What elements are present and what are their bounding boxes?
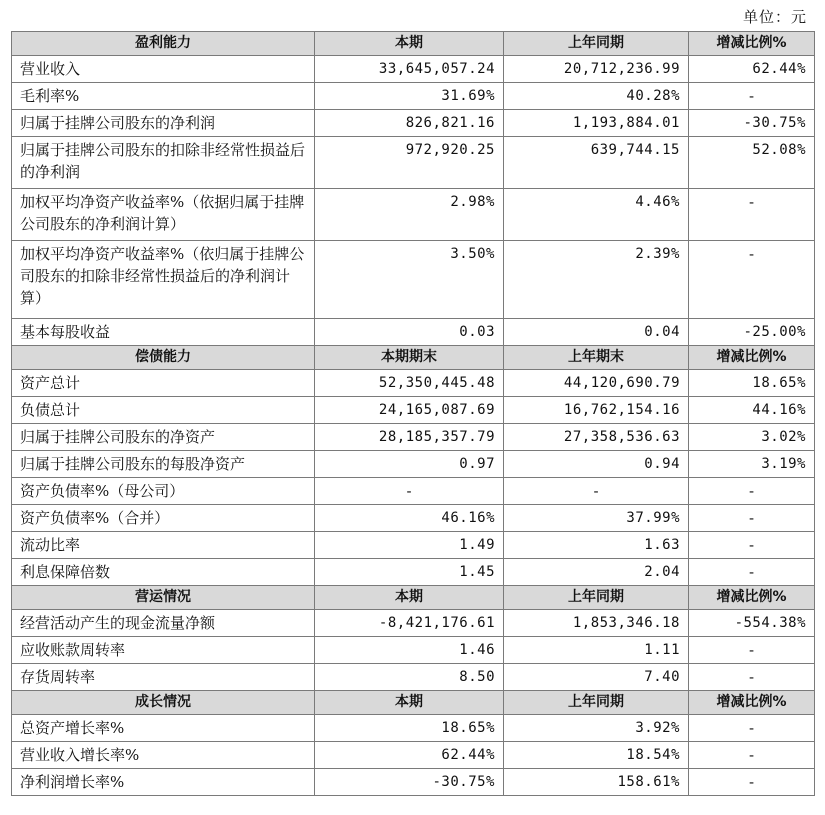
table-row [12, 241, 815, 319]
value-cell: 0.03 [315, 319, 504, 346]
value-cell: 0.94 [504, 451, 689, 478]
value-cell: 3.02% [689, 424, 815, 451]
value-cell: -25.00% [689, 319, 815, 346]
value-cell: 1.63 [504, 532, 689, 559]
value-cell: - [689, 189, 815, 241]
table-row [12, 56, 815, 83]
row-label: 利息保障倍数 [12, 559, 315, 586]
value-cell: -554.38% [689, 610, 815, 637]
table-row [12, 637, 815, 664]
value-cell: 40.28% [504, 83, 689, 110]
value-cell: 2.98% [315, 189, 504, 241]
value-cell: 2.04 [504, 559, 689, 586]
value-cell: 28,185,357.79 [315, 424, 504, 451]
value-cell: 3.50% [315, 241, 504, 319]
row-label: 负债总计 [12, 397, 315, 424]
row-label: 基本每股收益 [12, 319, 315, 346]
value-cell: -30.75% [315, 769, 504, 796]
row-label: 净利润增长率% [12, 769, 315, 796]
row-label: 资产总计 [12, 370, 315, 397]
value-cell: 639,744.15 [504, 137, 689, 189]
value-cell: 37.99% [504, 505, 689, 532]
value-cell: 0.04 [504, 319, 689, 346]
value-cell: 18.54% [504, 742, 689, 769]
header-cell: 成长情况 [12, 691, 315, 715]
value-cell: - [689, 559, 815, 586]
row-label: 总资产增长率% [12, 715, 315, 742]
header-cell: 偿债能力 [12, 346, 315, 370]
table-row [12, 370, 815, 397]
financial-indicators-table [11, 31, 815, 796]
value-cell: 46.16% [315, 505, 504, 532]
value-cell: - [315, 478, 504, 505]
table-row [12, 137, 815, 189]
value-cell: 158.61% [504, 769, 689, 796]
row-label: 经营活动产生的现金流量净额 [12, 610, 315, 637]
row-label: 毛利率% [12, 83, 315, 110]
table-row [12, 532, 815, 559]
row-label: 归属于挂牌公司股东的扣除非经常性损益后的净利润 [12, 137, 315, 189]
row-label: 归属于挂牌公司股东的净利润 [12, 110, 315, 137]
table-row [12, 83, 815, 110]
header-cell: 上年同期 [504, 32, 689, 56]
value-cell: 24,165,087.69 [315, 397, 504, 424]
header-cell: 增减比例% [689, 691, 815, 715]
table-row [12, 742, 815, 769]
value-cell: - [689, 83, 815, 110]
value-cell: 1.45 [315, 559, 504, 586]
row-label: 加权平均净资产收益率%（依归属于挂牌公司股东的扣除非经常性损益后的净利润计算） [12, 241, 315, 319]
value-cell: - [689, 241, 815, 319]
value-cell: 826,821.16 [315, 110, 504, 137]
table-row [12, 424, 815, 451]
value-cell: - [689, 637, 815, 664]
value-cell: 1,193,884.01 [504, 110, 689, 137]
value-cell: 31.69% [315, 83, 504, 110]
table-row [12, 110, 815, 137]
row-label: 归属于挂牌公司股东的每股净资产 [12, 451, 315, 478]
row-label: 资产负债率%（合并） [12, 505, 315, 532]
row-label: 营业收入 [12, 56, 315, 83]
value-cell: 20,712,236.99 [504, 56, 689, 83]
header-cell: 本期期末 [315, 346, 504, 370]
value-cell: 0.97 [315, 451, 504, 478]
header-cell: 营运情况 [12, 586, 315, 610]
value-cell: - [689, 664, 815, 691]
table-row [12, 769, 815, 796]
row-label: 加权平均净资产收益率%（依据归属于挂牌公司股东的净利润计算） [12, 189, 315, 241]
row-label: 营业收入增长率% [12, 742, 315, 769]
value-cell: 16,762,154.16 [504, 397, 689, 424]
value-cell: 972,920.25 [315, 137, 504, 189]
value-cell: 33,645,057.24 [315, 56, 504, 83]
value-cell: 44.16% [689, 397, 815, 424]
unit-label: 单位：元 [742, 8, 807, 26]
value-cell: 18.65% [315, 715, 504, 742]
header-cell: 增减比例% [689, 586, 815, 610]
value-cell: 52.08% [689, 137, 815, 189]
value-cell: 27,358,536.63 [504, 424, 689, 451]
header-cell: 本期 [315, 586, 504, 610]
header-cell: 上年同期 [504, 586, 689, 610]
value-cell: 1.46 [315, 637, 504, 664]
value-cell: 62.44% [689, 56, 815, 83]
value-cell: - [504, 478, 689, 505]
table-row [12, 451, 815, 478]
table-row [12, 189, 815, 241]
header-cell: 增减比例% [689, 32, 815, 56]
header-cell: 上年同期 [504, 691, 689, 715]
value-cell: 18.65% [689, 370, 815, 397]
table-row [12, 715, 815, 742]
header-cell: 上年期末 [504, 346, 689, 370]
table-row [12, 319, 815, 346]
table-row [12, 610, 815, 637]
section-header [12, 32, 815, 56]
header-cell: 增减比例% [689, 346, 815, 370]
row-label: 应收账款周转率 [12, 637, 315, 664]
table-row [12, 505, 815, 532]
table-row [12, 664, 815, 691]
value-cell: -30.75% [689, 110, 815, 137]
row-label: 资产负债率%（母公司） [12, 478, 315, 505]
value-cell: - [689, 769, 815, 796]
value-cell: -8,421,176.61 [315, 610, 504, 637]
value-cell: 62.44% [315, 742, 504, 769]
value-cell: - [689, 478, 815, 505]
section-header [12, 586, 815, 610]
value-cell: 1,853,346.18 [504, 610, 689, 637]
value-cell: 7.40 [504, 664, 689, 691]
value-cell: - [689, 532, 815, 559]
value-cell: 2.39% [504, 241, 689, 319]
table-row [12, 559, 815, 586]
row-label: 存货周转率 [12, 664, 315, 691]
row-label: 归属于挂牌公司股东的净资产 [12, 424, 315, 451]
table-row [12, 397, 815, 424]
value-cell: 52,350,445.48 [315, 370, 504, 397]
value-cell: 4.46% [504, 189, 689, 241]
value-cell: 1.49 [315, 532, 504, 559]
section-header [12, 346, 815, 370]
value-cell: - [689, 742, 815, 769]
header-cell: 本期 [315, 691, 504, 715]
row-label: 流动比率 [12, 532, 315, 559]
value-cell: 1.11 [504, 637, 689, 664]
value-cell: 8.50 [315, 664, 504, 691]
header-cell: 盈利能力 [12, 32, 315, 56]
table-row [12, 478, 815, 505]
value-cell: - [689, 505, 815, 532]
value-cell: 3.92% [504, 715, 689, 742]
value-cell: 44,120,690.79 [504, 370, 689, 397]
value-cell: - [689, 715, 815, 742]
value-cell: 3.19% [689, 451, 815, 478]
section-header [12, 691, 815, 715]
header-cell: 本期 [315, 32, 504, 56]
